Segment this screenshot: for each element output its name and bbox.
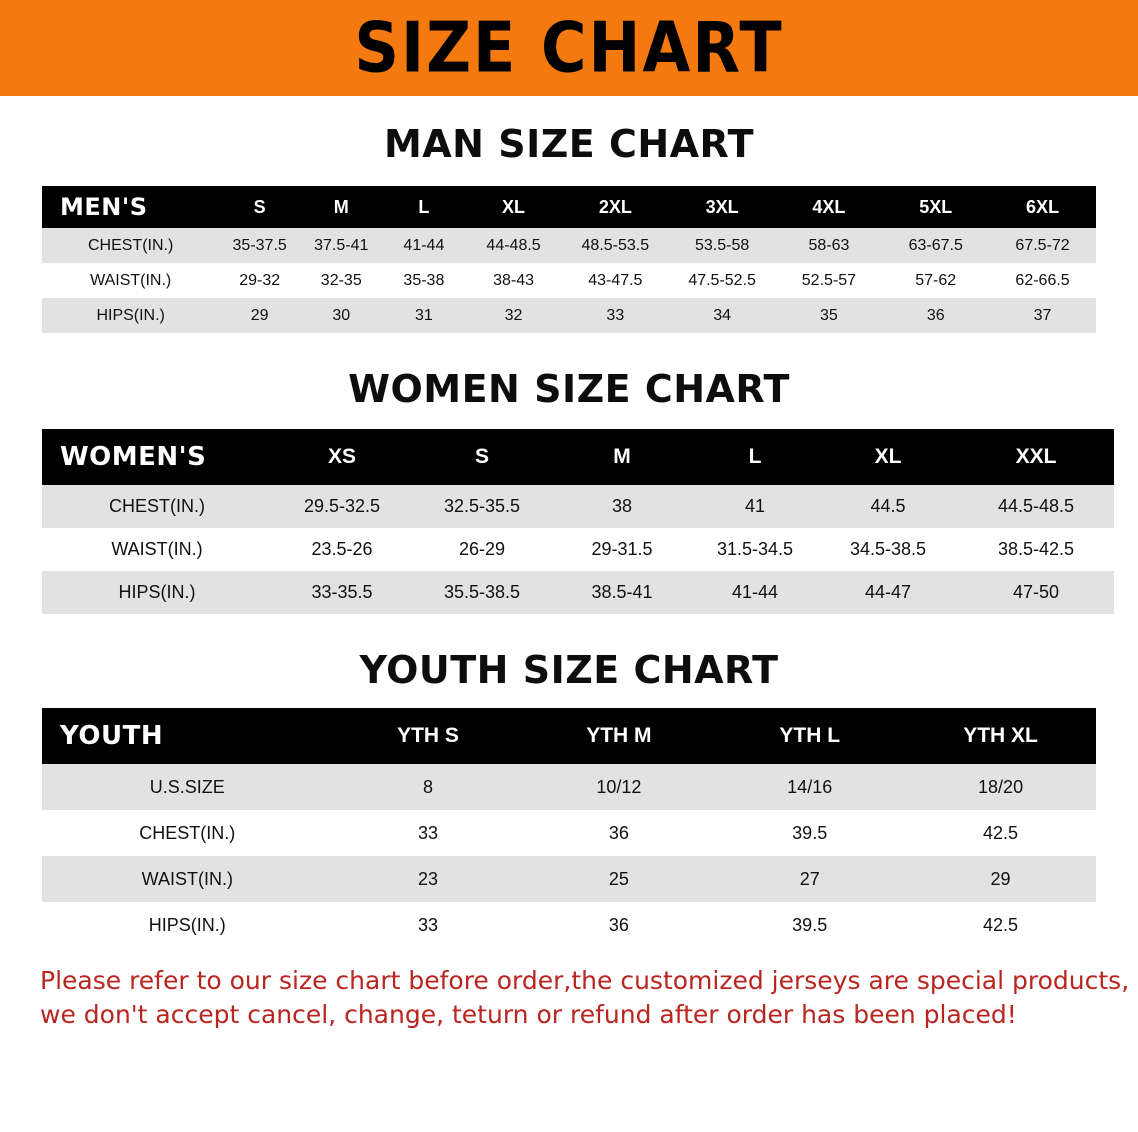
table-cell: 14/16: [714, 764, 905, 810]
table-cell: 35-37.5: [219, 228, 300, 263]
table-cell: 29-31.5: [552, 528, 692, 571]
row-label: U.S.SIZE: [42, 764, 333, 810]
return-policy-note: [0, 964, 1138, 1031]
table-cell: 62-66.5: [989, 263, 1096, 298]
table-row: [42, 263, 1096, 298]
women-section-title: WOMEN SIZE CHART: [348, 367, 790, 411]
women-header-cell: S: [474, 445, 489, 468]
table-cell: 44-47: [818, 571, 958, 614]
women-header-cell: WOMEN'S: [60, 442, 207, 472]
table-cell: 52.5-57: [776, 263, 883, 298]
table-cell: 32: [465, 298, 562, 333]
table-row: [42, 571, 1114, 614]
row-label: WAIST(IN.): [42, 856, 333, 902]
row-label: CHEST(IN.): [42, 485, 272, 528]
table-cell: 10/12: [523, 764, 714, 810]
table-cell: 48.5-53.5: [562, 228, 669, 263]
youth-size-table: [42, 708, 1096, 948]
table-cell: 27: [714, 856, 905, 902]
row-label: HIPS(IN.): [42, 298, 219, 333]
man-table-body: [42, 228, 1096, 333]
women-header-cell: M: [613, 445, 631, 468]
table-cell: 18/20: [905, 764, 1096, 810]
youth-header-cell: YTH M: [586, 724, 652, 747]
table-cell: 32.5-35.5: [412, 485, 552, 528]
women-header-cell: XS: [327, 445, 356, 468]
banner: [0, 0, 1138, 96]
table-cell: 57-62: [882, 263, 989, 298]
table-cell: 41-44: [383, 228, 466, 263]
table-cell: 34: [669, 298, 776, 333]
table-row: [42, 902, 1096, 948]
row-label: HIPS(IN.): [42, 902, 333, 948]
table-row: [42, 298, 1096, 333]
row-label: CHEST(IN.): [42, 228, 219, 263]
row-label: HIPS(IN.): [42, 571, 272, 614]
youth-header-cell: YTH XL: [963, 724, 1038, 747]
table-row: [42, 528, 1114, 571]
banner-title: SIZE CHART: [354, 6, 784, 89]
table-cell: 43-47.5: [562, 263, 669, 298]
table-row: [42, 485, 1114, 528]
table-cell: 37: [989, 298, 1096, 333]
table-cell: 31.5-34.5: [692, 528, 818, 571]
table-cell: 23: [333, 856, 524, 902]
table-cell: 8: [333, 764, 524, 810]
women-size-table: [42, 429, 1114, 614]
table-cell: 41-44: [692, 571, 818, 614]
man-header-cell: 3XL: [705, 196, 739, 217]
man-header-cell: 4XL: [812, 196, 846, 217]
table-cell: 35.5-38.5: [412, 571, 552, 614]
youth-table-body: [42, 764, 1096, 948]
women-chart-wrap: [0, 429, 1138, 614]
row-label: CHEST(IN.): [42, 810, 333, 856]
row-label: WAIST(IN.): [42, 528, 272, 571]
table-cell: 25: [523, 856, 714, 902]
table-cell: 44-48.5: [465, 228, 562, 263]
row-label: WAIST(IN.): [42, 263, 219, 298]
man-chart-wrap: [0, 186, 1138, 333]
table-cell: 31: [383, 298, 466, 333]
man-section-title: MAN SIZE CHART: [383, 122, 755, 166]
table-cell: 35-38: [383, 263, 466, 298]
youth-section-title: YOUTH SIZE CHART: [359, 648, 779, 692]
table-cell: 39.5: [714, 902, 905, 948]
table-cell: 34.5-38.5: [818, 528, 958, 571]
table-row: [42, 810, 1096, 856]
table-cell: 39.5: [714, 810, 905, 856]
table-row: [42, 764, 1096, 810]
table-header-row: [42, 429, 1114, 485]
man-header-cell: 2XL: [598, 196, 632, 217]
man-header-cell: L: [418, 196, 430, 217]
table-header-row: [42, 708, 1096, 764]
man-header-cell: 6XL: [1026, 196, 1060, 217]
table-cell: 36: [523, 810, 714, 856]
table-cell: 44.5-48.5: [958, 485, 1114, 528]
table-cell: 36: [882, 298, 989, 333]
table-row: [42, 856, 1096, 902]
table-cell: 63-67.5: [882, 228, 989, 263]
table-cell: 33: [333, 902, 524, 948]
table-cell: 53.5-58: [669, 228, 776, 263]
table-cell: 58-63: [776, 228, 883, 263]
table-cell: 29: [219, 298, 300, 333]
youth-header-cell: YTH L: [779, 724, 841, 747]
note-line-1: Please refer to our size chart before order,the customized jerseys are special products,: [40, 966, 1130, 995]
table-cell: 42.5: [905, 810, 1096, 856]
table-cell: 67.5-72: [989, 228, 1096, 263]
youth-chart-wrap: [0, 708, 1138, 948]
table-cell: 44.5: [818, 485, 958, 528]
table-row: [42, 228, 1096, 263]
man-header-cell: MEN'S: [60, 193, 148, 221]
table-cell: 33: [333, 810, 524, 856]
man-header-cell: XL: [502, 196, 526, 217]
table-cell: 26-29: [412, 528, 552, 571]
table-header-row: [42, 186, 1096, 228]
table-cell: 33-35.5: [272, 571, 412, 614]
table-cell: 38: [552, 485, 692, 528]
table-cell: 42.5: [905, 902, 1096, 948]
man-table-header: [42, 186, 1096, 228]
man-header-cell: S: [253, 196, 266, 217]
table-cell: 38.5-42.5: [958, 528, 1114, 571]
table-cell: 38-43: [465, 263, 562, 298]
man-size-table: [42, 186, 1096, 333]
man-header-cell: M: [333, 196, 349, 217]
women-table-header: [42, 429, 1114, 485]
table-cell: 29.5-32.5: [272, 485, 412, 528]
youth-header-cell: YOUTH: [60, 721, 164, 751]
women-header-cell: XL: [874, 445, 902, 468]
man-header-cell: 5XL: [919, 196, 953, 217]
table-cell: 47.5-52.5: [669, 263, 776, 298]
table-cell: 37.5-41: [300, 228, 383, 263]
table-cell: 32-35: [300, 263, 383, 298]
table-cell: 30: [300, 298, 383, 333]
table-cell: 35: [776, 298, 883, 333]
table-cell: 33: [562, 298, 669, 333]
table-cell: 41: [692, 485, 818, 528]
youth-table-header: [42, 708, 1096, 764]
table-cell: 36: [523, 902, 714, 948]
note-line-2: we don't accept cancel, change, teturn or refund after order has been placed!: [40, 999, 1017, 1029]
table-cell: 29-32: [219, 263, 300, 298]
women-table-body: [42, 485, 1114, 614]
youth-header-cell: YTH S: [397, 724, 459, 747]
women-header-cell: L: [748, 445, 762, 468]
table-cell: 38.5-41: [552, 571, 692, 614]
table-cell: 47-50: [958, 571, 1114, 614]
table-cell: 23.5-26: [272, 528, 412, 571]
table-cell: 29: [905, 856, 1096, 902]
women-header-cell: XXL: [1015, 445, 1057, 468]
